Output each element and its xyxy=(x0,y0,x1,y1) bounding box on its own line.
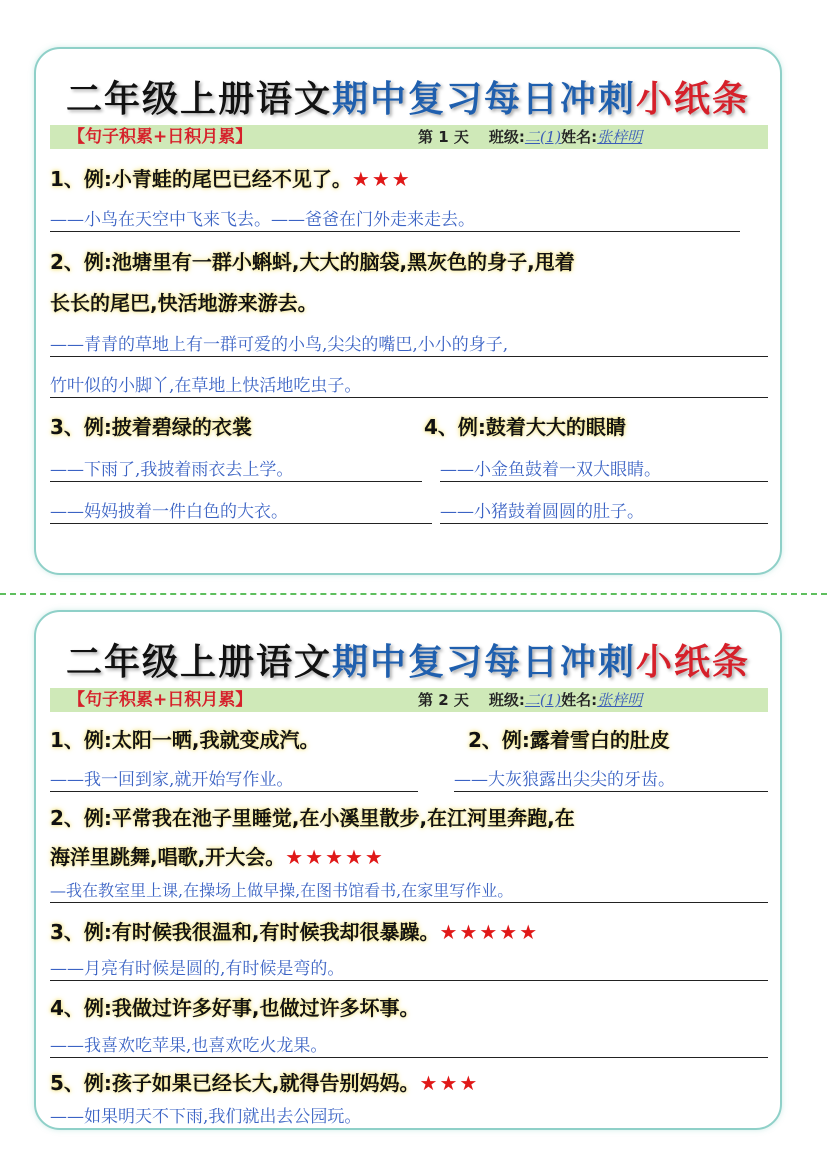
answer-4b: ——小猪鼓着圆圆的肚子。 xyxy=(440,497,768,524)
example-3: 3、例:披着碧绿的衣裳 xyxy=(50,415,252,439)
example-2-line-2 xyxy=(50,841,385,870)
answer-1: ——小鸟在天空中飞来飞去。——爸爸在门外走来走去。 xyxy=(50,205,740,232)
review-card-day-2 xyxy=(34,610,782,1130)
example-2-line-2: 长长的尾巴,快活地游来游去。 xyxy=(50,291,318,315)
title-part-3: 小纸条 xyxy=(636,641,751,683)
class-value: 二(1) xyxy=(524,691,562,709)
example-2-line-2-text: 海洋里跳舞,唱歌,开大会。 xyxy=(50,845,286,869)
name-label: 姓名: xyxy=(561,691,598,709)
title-part-1: 二年级上册语文 xyxy=(65,641,332,683)
name-label: 姓名: xyxy=(561,128,598,146)
name-value: 张梓明 xyxy=(597,691,643,709)
example-4: 4、例:鼓着大大的眼睛 xyxy=(424,415,626,439)
answer-2-line-2: 竹叶似的小脚丫,在草地上快活地吃虫子。 xyxy=(50,371,768,398)
class-label: 班级: xyxy=(488,128,525,146)
example-1 xyxy=(50,163,412,192)
answer-1: ——我一回到家,就开始写作业。 xyxy=(50,765,418,792)
student-info xyxy=(418,688,642,712)
example-5-text: 5、例:孩子如果已经长大,就得告别妈妈。 xyxy=(50,1071,420,1095)
star-rating: ★★★★★ xyxy=(285,845,385,869)
example-2-line-1: 2、例:池塘里有一群小蝌蚪,大大的脑袋,黑灰色的身子,甩着 xyxy=(50,250,575,274)
title-part-2: 期中复习每日冲刺 xyxy=(331,641,636,683)
title-part-3: 小纸条 xyxy=(636,78,751,120)
day-label: 第 1 天 xyxy=(418,128,469,146)
class-value: 二(1) xyxy=(524,128,562,146)
star-rating: ★★★★★ xyxy=(439,920,540,944)
example-1-text: 1、例:小青蛙的尾巴已经不见了。 xyxy=(50,167,352,191)
info-bar xyxy=(50,688,768,712)
example-2-line-1: 2、例:平常我在池子里睡觉,在小溪里散步,在江河里奔跑,在 xyxy=(50,806,575,830)
card-title xyxy=(36,71,780,122)
answer-3b: ——妈妈披着一件白色的大衣。 xyxy=(50,497,432,524)
answer-2-line-1: ——青青的草地上有一群可爱的小鸟,尖尖的嘴巴,小小的身子, xyxy=(50,330,768,357)
class-label: 班级: xyxy=(488,691,525,709)
star-rating: ★★★ xyxy=(351,167,412,191)
answer-3: ——月亮有时候是圆的,有时候是弯的。 xyxy=(50,954,768,981)
student-info xyxy=(418,125,642,149)
example-3-text: 3、例:有时候我很温和,有时候我却很暴躁。 xyxy=(50,920,440,944)
example-5 xyxy=(50,1067,479,1096)
example-1: 1、例:太阳一晒,我就变成汽。 xyxy=(50,728,320,752)
title-part-2: 期中复习每日冲刺 xyxy=(331,78,636,120)
day-label: 第 2 天 xyxy=(418,691,469,709)
title-part-1: 二年级上册语文 xyxy=(65,78,332,120)
answer-4a: ——小金鱼鼓着一双大眼睛。 xyxy=(440,455,768,482)
name-value: 张梓明 xyxy=(597,128,643,146)
info-bar xyxy=(50,125,768,149)
cut-line-divider xyxy=(0,593,827,595)
answer-2: —我在教室里上课,在操场上做早操,在图书馆看书,在家里写作业。 xyxy=(50,878,768,903)
example-3 xyxy=(50,916,539,945)
answer-2a: ——大灰狼露出尖尖的牙齿。 xyxy=(454,765,768,792)
answer-5: ——如果明天不下雨,我们就出去公园玩。 xyxy=(50,1107,362,1127)
review-card-day-1 xyxy=(34,47,782,575)
example-4: 4、例:我做过许多好事,也做过许多坏事。 xyxy=(50,996,420,1020)
star-rating: ★★★ xyxy=(419,1071,480,1095)
section-label: 【句子积累+日积月累】 xyxy=(68,690,253,710)
example-2a: 2、例:露着雪白的肚皮 xyxy=(468,728,670,752)
answer-3a: ——下雨了,我披着雨衣去上学。 xyxy=(50,455,422,482)
card-title xyxy=(36,634,780,685)
answer-4: ——我喜欢吃苹果,也喜欢吃火龙果。 xyxy=(50,1031,768,1058)
section-label: 【句子积累+日积月累】 xyxy=(68,127,253,147)
